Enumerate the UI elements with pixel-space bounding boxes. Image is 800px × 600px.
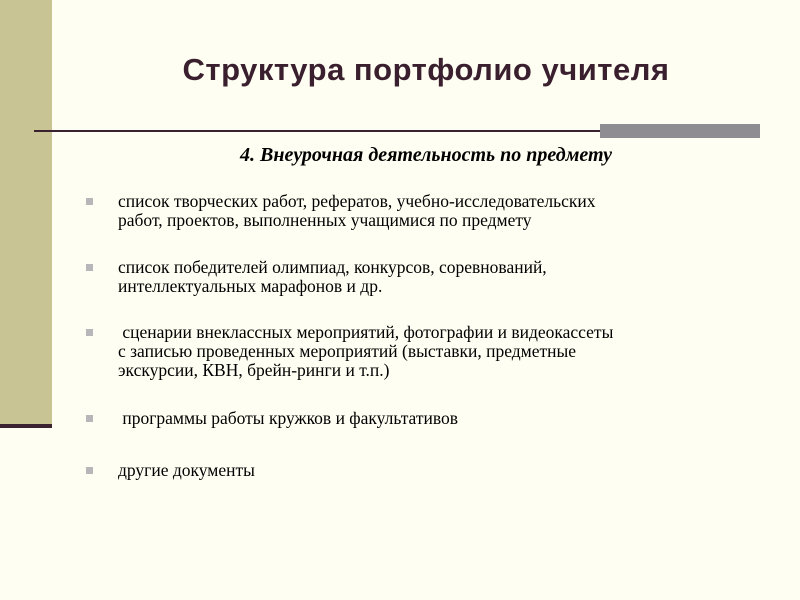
left-accent-bar (0, 0, 52, 428)
square-bullet-icon (86, 467, 93, 474)
bullet-text: сценарии внеклассных мероприятий, фотографии и видеокассеты с записью проведенных мероприятий (выставки, предметные экскурсии, КВН, брейн-ринги и т.п.) (118, 322, 614, 380)
title-divider-line (34, 130, 600, 132)
slide-title: Структура портфолио учителя (182, 52, 670, 87)
square-bullet-icon (86, 415, 93, 422)
bullet-text: список творческих работ, рефератов, учебно-исследовательских работ, проектов, выполненных учащимися по предмету (118, 191, 596, 230)
bullet-text: программы работы кружков и факультативов (118, 408, 459, 428)
left-accent-bar-underline (0, 424, 52, 428)
square-bullet-icon (86, 264, 93, 271)
bullet-text: другие документы (118, 460, 255, 480)
bullet-text: список победителей олимпиад, конкурсов, соревнований, интеллектуальных марафонов и др. (118, 257, 547, 296)
slide-subtitle: 4. Внеурочная деятельность по предмету (240, 144, 612, 166)
title-divider-block (600, 124, 760, 138)
square-bullet-icon (86, 329, 93, 336)
square-bullet-icon (86, 198, 93, 205)
